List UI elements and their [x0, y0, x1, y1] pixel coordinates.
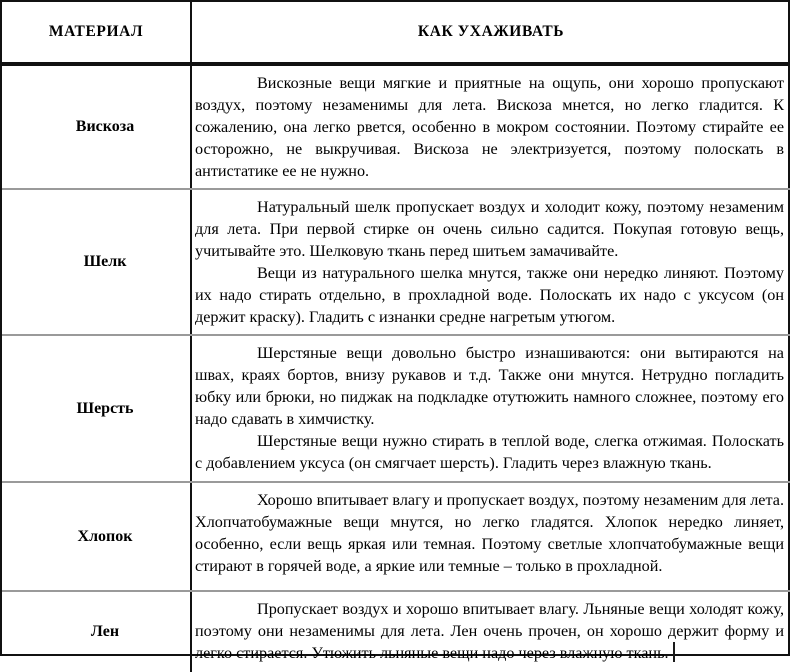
material-name-viskoza: Вискоза: [75, 118, 135, 136]
care-cell: [191, 189, 790, 335]
table-row: [2, 335, 790, 482]
column-header-material: МАТЕРИАЛ: [48, 22, 144, 40]
table-row: [2, 189, 790, 335]
header-cell-care: [191, 2, 790, 64]
care-paragraph: Шерстяные вещи нужно стирать в теплой воде, слегка отжимая. Полоскать с добавлением уксуса (он смягчает шерсть). Гладить через влажную ткань.: [195, 432, 784, 472]
table-row: [2, 591, 790, 672]
table-row: [2, 64, 790, 189]
table-header-row: [2, 2, 790, 64]
table-grid: [2, 2, 790, 672]
column-header-care: КАК УХАЖИВАТЬ: [417, 22, 565, 40]
care-cell: [191, 591, 790, 672]
material-name-sherst: Шерсть: [76, 399, 134, 417]
material-cell: [2, 64, 191, 189]
care-paragraph: Вискозные вещи мягкие и приятные на ощупь, они хорошо пропускают воздух, поэтому незаменимы для лета. Вискоза мнется, но легко гладится. К сожалению, она легко рвется, особенно в мокром состоянии. Поэтому стирайте ее осторожно, не выкручивая. Вискоза не электризуется, поэтому полоскать в антистатике ее не нужно.: [195, 74, 784, 180]
table-row: [2, 482, 790, 591]
material-cell: [2, 335, 191, 482]
care-paragraph: Вещи из натурального шелка мнутся, также они нередко линяют. Поэтому их надо стирать отдельно, в прохладной воде. Полоскать их надо с уксусом (он держит краску). Гладить с изнанки средне нагретым утюгом.: [195, 264, 784, 326]
care-paragraph: [195, 598, 784, 664]
care-paragraph: Хорошо впитывает влагу и пропускает воздух, поэтому незаменим для лета. Хлопчатобумажные вещи мнутся, но легко гладятся. Хлопок нередко линяет, особенно, если вещь яркая или темная. Поэтому светлые хлопчатобумажные вещи стирают в горячей воде, а яркие или темные – только в прохладной.: [195, 491, 784, 575]
care-cell: [191, 482, 790, 591]
care-cell: [191, 64, 790, 189]
text-cursor-caret: [673, 642, 675, 662]
care-paragraph-text: Пропускает воздух и хорошо впитывает влагу. Льняные вещи холодят кожу, поэтому они незаменимы для лета. Лен очень прочен, он хорошо держит форму и легко стирается. Утюжить льняные вещи надо через влажную ткань.: [195, 600, 784, 662]
material-cell: [2, 482, 191, 591]
care-cell: [191, 335, 790, 482]
material-name-shelk: Шелк: [83, 253, 127, 271]
header-cell-material: [2, 2, 191, 64]
material-cell: [2, 189, 191, 335]
care-paragraph: Шерстяные вещи довольно быстро изнашиваются: они вытираются на швах, краях бортов, внизу рукавов и т.д. Также они мнутся. Нетрудно погладить юбку или брюки, но пиджак на подкладке отутюжить намного сложнее, поэтому его надо сдавать в химчистку.: [195, 344, 784, 428]
material-name-len: Лен: [90, 623, 120, 641]
material-name-hlopok: Хлопок: [77, 527, 133, 545]
care-paragraph: Натуральный шелк пропускает воздух и холодит кожу, поэтому незаменим для лета. При первой стирке он очень сильно садится. Покупая готовую вещь, учитывайте это. Шелковую ткань перед шитьем замачивайте.: [195, 198, 784, 260]
material-cell: [2, 591, 191, 672]
